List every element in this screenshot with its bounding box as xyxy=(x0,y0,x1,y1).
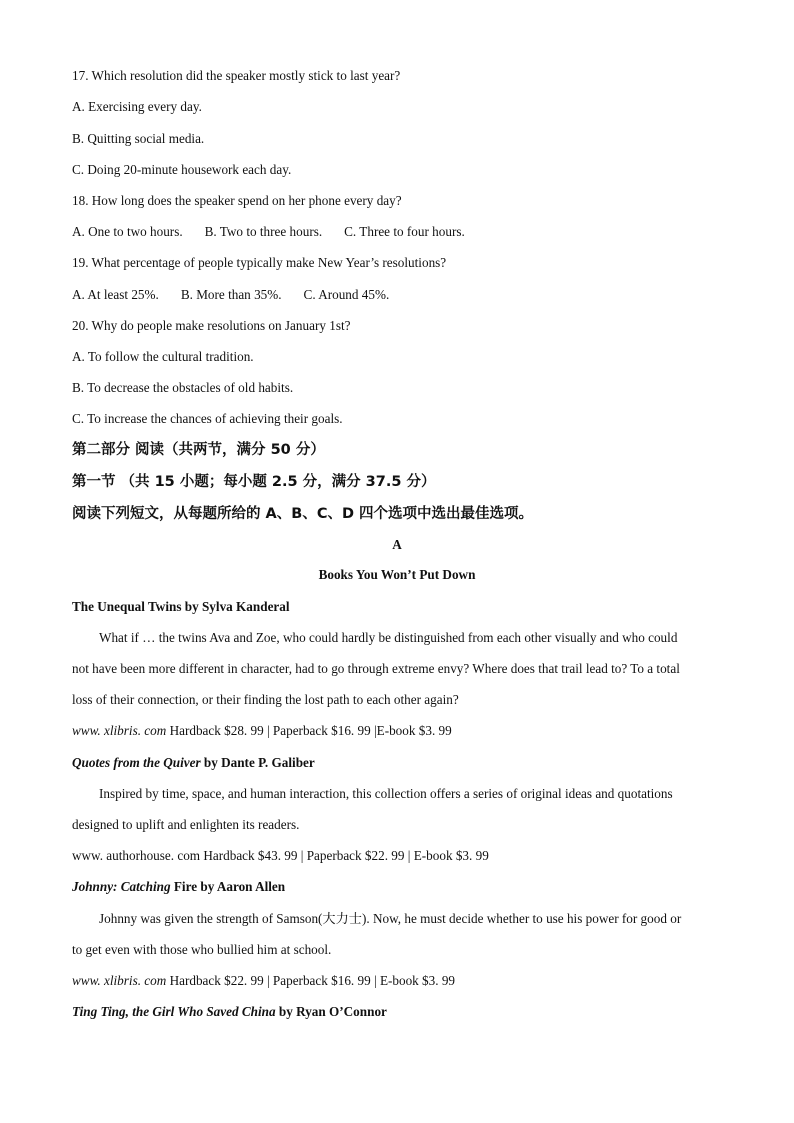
question-18: 18. How long does the speaker spend on her phone every day? xyxy=(72,193,402,208)
q17-option-a: A. Exercising every day. xyxy=(72,99,202,114)
q19-option-a: A. At least 25%. xyxy=(72,287,159,302)
book-3-heading xyxy=(72,879,285,895)
book-1-site: www. xlibris. com xyxy=(72,723,167,738)
book-3-site: www. xlibris. com xyxy=(72,973,167,988)
book-1-desc-2: not have been more different in character, had to go through extreme envy? Where does that trail lead to? To a total xyxy=(72,661,680,676)
book-2-author: by Dante P. Galiber xyxy=(200,755,315,770)
book-2-prices: Hardback $43. 99 | Paperback $22. 99 | E-book $3. 99 xyxy=(200,848,489,863)
book-1-info xyxy=(72,723,452,739)
book-1-prices: Hardback $28. 99 | Paperback $16. 99 |E-book $3. 99 xyxy=(166,723,452,738)
book-3-title: Johnny: Catching xyxy=(72,879,171,894)
q20-option-c: C. To increase the chances of achieving their goals. xyxy=(72,411,343,426)
section-title: 第一节 （共 15 小题；每小题 2.5 分，满分 37.5 分） xyxy=(72,474,436,490)
q19-options xyxy=(72,287,389,303)
book-4-author: by Ryan O’Connor xyxy=(275,1004,387,1019)
q19-option-c: C. Around 45%. xyxy=(303,287,390,302)
book-1-heading xyxy=(72,599,290,615)
book-3-desc-2: to get even with those who bullied him at school. xyxy=(72,942,332,957)
question-17: 17. Which resolution did the speaker mostly stick to last year? xyxy=(72,68,401,83)
q20-option-a: A. To follow the cultural tradition. xyxy=(72,349,254,364)
book-3-author: Fire by Aaron Allen xyxy=(170,879,286,894)
q18-option-b: B. Two to three hours. xyxy=(204,224,323,239)
question-20: 20. Why do people make resolutions on January 1st? xyxy=(72,318,351,333)
book-2-desc-2: designed to uplift and enlighten its readers. xyxy=(72,817,300,832)
passage-label: A xyxy=(392,537,402,552)
q17-option-c: C. Doing 20-minute housework each day. xyxy=(72,162,292,177)
passage-title: Books You Won’t Put Down xyxy=(318,567,476,582)
book-2-heading xyxy=(72,755,315,771)
book-3-prices: Hardback $22. 99 | Paperback $16. 99 | E-book $3. 99 xyxy=(166,973,456,988)
q18-options xyxy=(72,224,465,240)
part-title: 第二部分 阅读（共两节，满分 50 分） xyxy=(72,442,325,458)
book-1-desc-3: loss of their connection, or their finding the lost path to each other again? xyxy=(72,692,459,707)
q20-option-b: B. To decrease the obstacles of old habits. xyxy=(72,380,294,395)
q19-option-b: B. More than 35%. xyxy=(180,287,282,302)
book-1-desc-1: What if … the twins Ava and Zoe, who could hardly be distinguished from each other visually and who could xyxy=(99,630,678,645)
book-2-site: www. authorhouse. com xyxy=(72,848,201,863)
q18-option-a: A. One to two hours. xyxy=(72,224,183,239)
q17-option-b: B. Quitting social media. xyxy=(72,131,205,146)
book-3-info xyxy=(72,973,455,989)
q18-option-c: C. Three to four hours. xyxy=(344,224,465,239)
book-2-desc-1: Inspired by time, space, and human interaction, this collection offers a series of original ideas and quotations xyxy=(99,786,673,801)
book-1-author: by Sylva Kanderal xyxy=(181,599,290,614)
book-2-info xyxy=(72,848,489,864)
instruction: 阅读下列短文，从每题所给的 A、B、C、D 四个选项中选出最佳选项。 xyxy=(72,506,534,522)
book-2-title: Quotes from the Quiver xyxy=(72,755,201,770)
book-1-title: The Unequal Twins xyxy=(72,599,182,614)
book-3-desc-1: Johnny was given the strength of Samson(大力士). Now, he must decide whether to use his power for good or xyxy=(99,911,682,926)
book-4-title: Ting Ting, the Girl Who Saved China xyxy=(72,1004,276,1019)
question-19: 19. What percentage of people typically make New Year’s resolutions? xyxy=(72,255,447,270)
book-4-heading xyxy=(72,1004,387,1020)
